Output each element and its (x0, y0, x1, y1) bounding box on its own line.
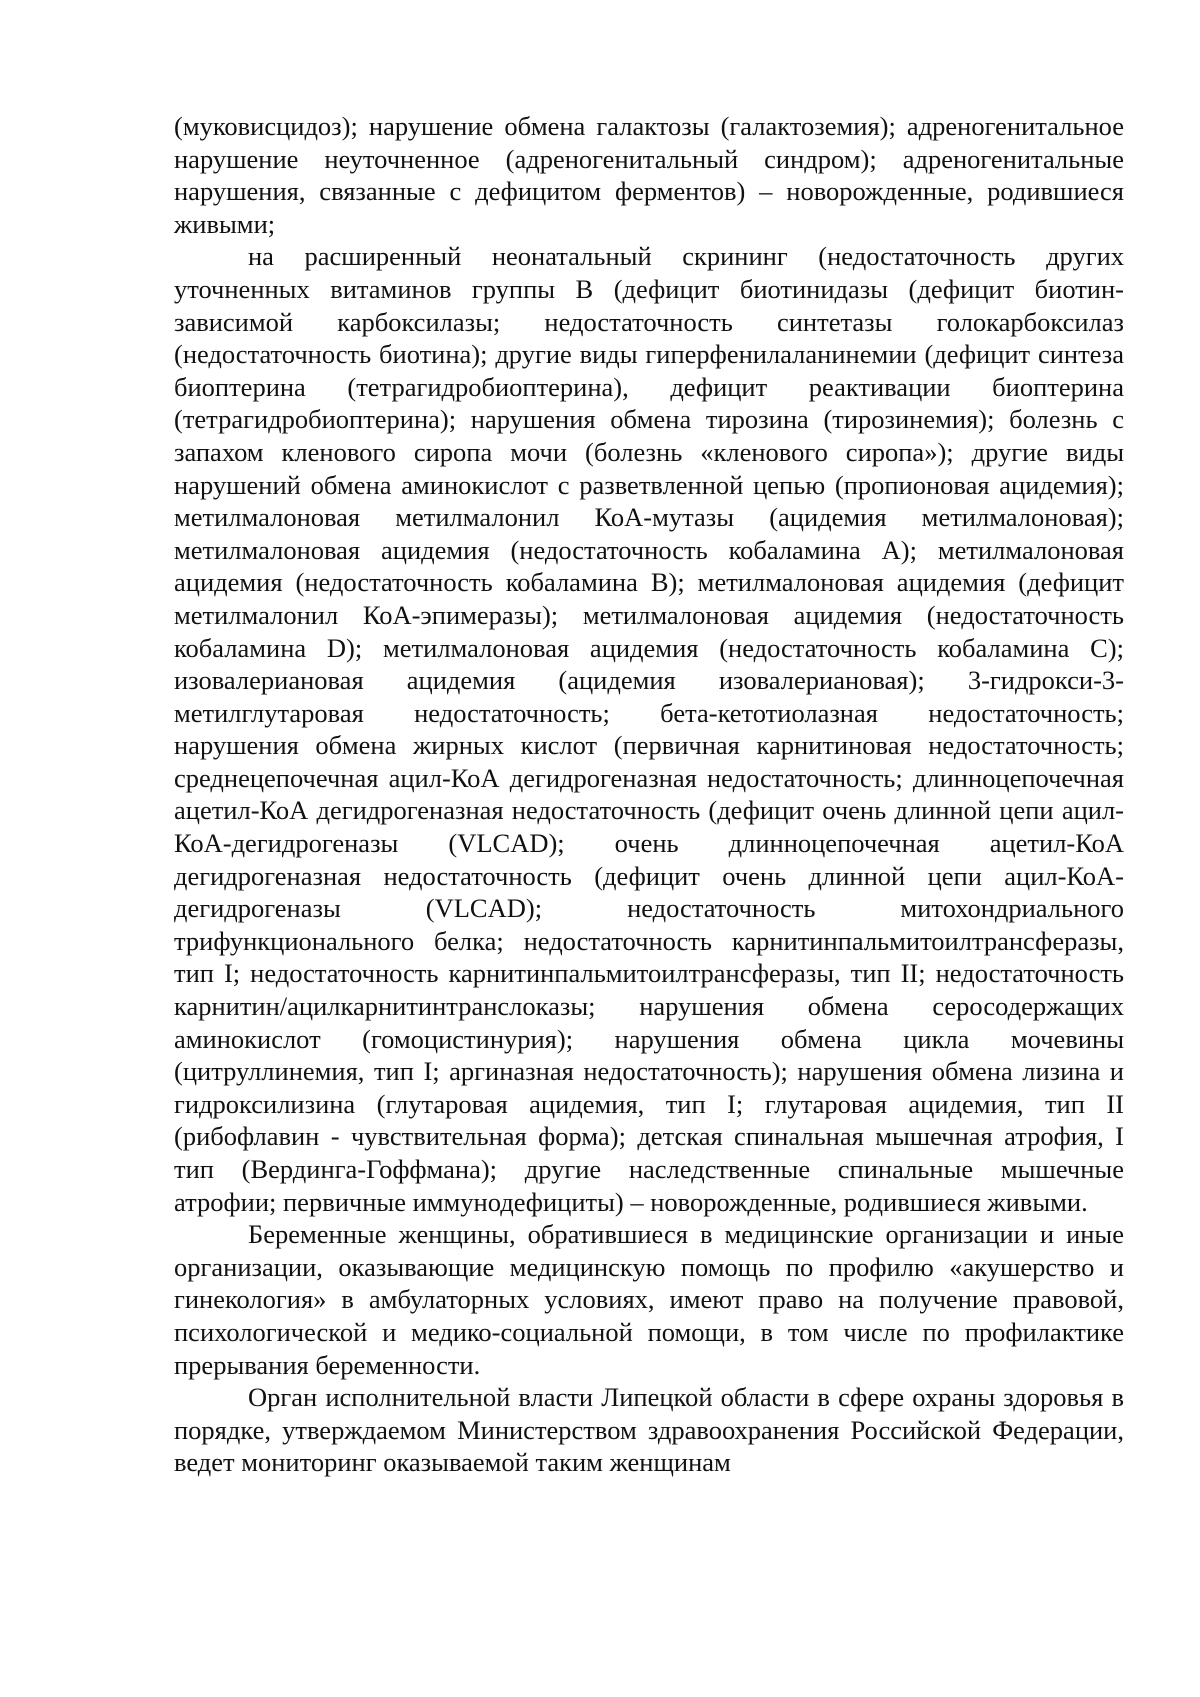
paragraph-screening-list-end: (муковисцидоз); нарушение обмена галактозы (галактоземия); адреногенитальное нарушение неуточненное (адреногенитальный синдром); адреногенитальные нарушения, связанные с дефицитом ферментов) – новорожденные, родившиеся живыми; (174, 111, 1124, 239)
document-body (174, 110, 1124, 1479)
paragraph-monitoring: Орган исполнительной власти Липецкой области в сфере охраны здоровья в порядке, утверждаемом Министерством здравоохранения Российской Федерации, ведет мониторинг оказываемой таким женщинам (174, 1382, 1124, 1478)
paragraph-pregnant-women-rights: Беременные женщины, обратившиеся в медицинские организации и иные организации, оказывающие медицинскую помощь по профилю «акушерство и гинекология» в амбулаторных условиях, имеют право на получение правовой, психологической и медико-социальной помощи, в том числе по профилактике прерывания беременности. (174, 1219, 1124, 1380)
paragraph-extended-neonatal-screening: на расширенный неонатальный скрининг (недостаточность других уточненных витаминов группы В (дефицит биотинидазы (дефицит биотин-зависимой карбоксилазы; недостаточность синтетазы голокарбоксилаз (недостаточность биотина); другие виды гиперфенилаланинемии (дефицит синтеза биоптерина (тетрагидробиоптерина), дефицит реактивации биоптерина (тетрагидробиоптерина); нарушения обмена тирозина (тирозинемия); болезнь с запахом кленового сиропа мочи (болезнь «кленового сиропа»); другие виды нарушений обмена аминокислот с разветвленной цепью (пропионовая ацидемия); метилмалоновая метилмалонил КоА-мутазы (ацидемия метилмалоновая); метилмалоновая ацидемия (недостаточность кобаламина А); метилмалоновая ацидемия (недостаточность кобаламина В); метилмалоновая ацидемия (дефицит метилмалонил КоА-эпимеразы); метилмалоновая ацидемия (недостаточность кобаламина D); метилмалоновая ацидемия (недостаточность кобаламина С); изовалериановая ацидемия (ацидемия изовалериановая); 3-гидрокси-3-метилглутаровая недостаточность; бета-кетотиолазная недостаточность; нарушения обмена жирных кислот (первичная карнитиновая недостаточность; среднецепочечная ацил-КоА дегидрогеназная недостаточность; длинноцепочечная ацетил-КоА дегидрогеназная недостаточность (дефицит очень длинной цепи ацил-КоА-дегидрогеназы (VLCAD); очень длинноцепочечная ацетил-КоА дегидрогеназная недостаточность (дефицит очень длинной цепи ацил-КоА-дегидрогеназы (VLCAD); недостаточность митохондриального трифункционального белка; недостаточность карнитинпальмитоилтрансферазы, тип I; недостаточность карнитинпальмитоилтрансферазы, тип II; недостаточность карнитин/ацилкарнитинтранслоказы; нарушения обмена серосодержащих аминокислот (гомоцистинурия); нарушения обмена цикла мочевины (цитруллинемия, тип I; аргиназная недостаточность); нарушения обмена лизина и гидроксилизина (глутаровая ацидемия, тип I; глутаровая ацидемия, тип II (рибофлавин - чувствительная форма); детская спинальная мышечная атрофия, I тип (Вердинга-Гоффмана); другие наследственные спинальные мышечные атрофии; первичные иммунодефициты) – новорожденные, родившиеся живыми. (174, 241, 1124, 1217)
